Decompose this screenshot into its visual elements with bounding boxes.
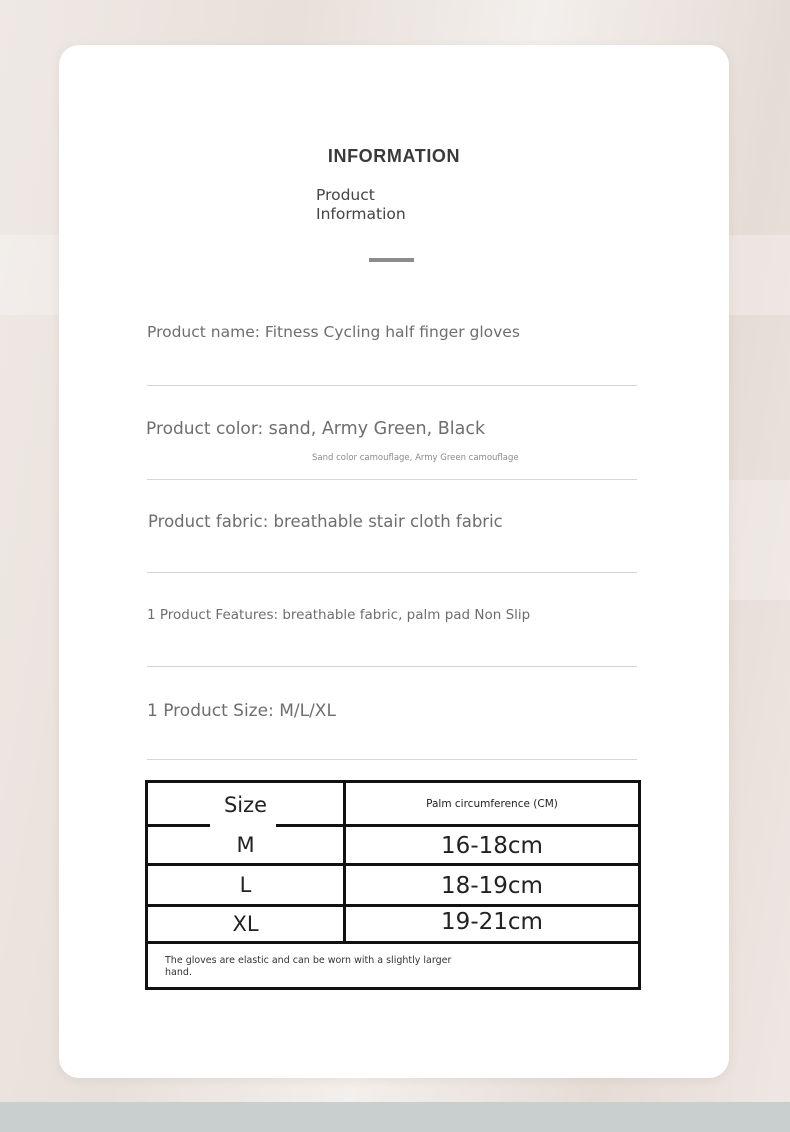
product-size-field (147, 701, 336, 721)
table-footnote-row (148, 944, 638, 987)
table-cell-size: L (239, 873, 252, 897)
field-divider (147, 385, 637, 386)
info-card (59, 45, 729, 1078)
product-name-label: Product name: (147, 323, 260, 341)
field-divider (147, 479, 637, 480)
table-cell-palm: 19-21cm (441, 909, 543, 935)
field-divider (147, 572, 637, 573)
page-title: INFORMATION (327, 146, 461, 166)
product-fabric-value: breathable stair cloth fabric (273, 512, 503, 531)
page-subtitle: Product Information (316, 186, 406, 223)
table-header-size: Size (223, 793, 268, 817)
table-cell-size: M (236, 833, 255, 857)
field-divider (147, 759, 637, 760)
product-color-field (146, 419, 485, 439)
product-name-value: Fitness Cycling half finger gloves (264, 323, 520, 341)
table-cell-palm: 18-19cm (441, 873, 543, 899)
product-color-note: Sand color camouflage, Army Green camouflage (312, 453, 519, 463)
title-divider (369, 258, 414, 262)
table-cell-size: XL (232, 912, 259, 936)
product-fabric-label: Product fabric: (148, 512, 269, 531)
product-color-value: sand, Army Green, Black (268, 419, 486, 439)
table-cell-palm: 16-18cm (441, 833, 543, 859)
product-color-label: Product color: (146, 419, 264, 439)
product-name-field (147, 323, 520, 341)
table-footnote: The gloves are elastic and can be worn with a slightly larger hand. (165, 955, 452, 978)
product-fabric-field (148, 512, 503, 531)
size-table (145, 780, 641, 990)
background-panel (729, 480, 790, 600)
product-size-label: 1 Product Size: (147, 701, 274, 721)
table-header-palm: Palm circumference (CM) (426, 797, 558, 810)
bottom-strip (0, 1102, 790, 1132)
product-features-value: breathable fabric, palm pad Non Slip (282, 607, 531, 623)
product-features-label: 1 Product Features: (147, 607, 279, 623)
field-divider (147, 666, 637, 667)
product-size-value: M/L/XL (279, 701, 336, 721)
product-features-field (147, 607, 530, 623)
